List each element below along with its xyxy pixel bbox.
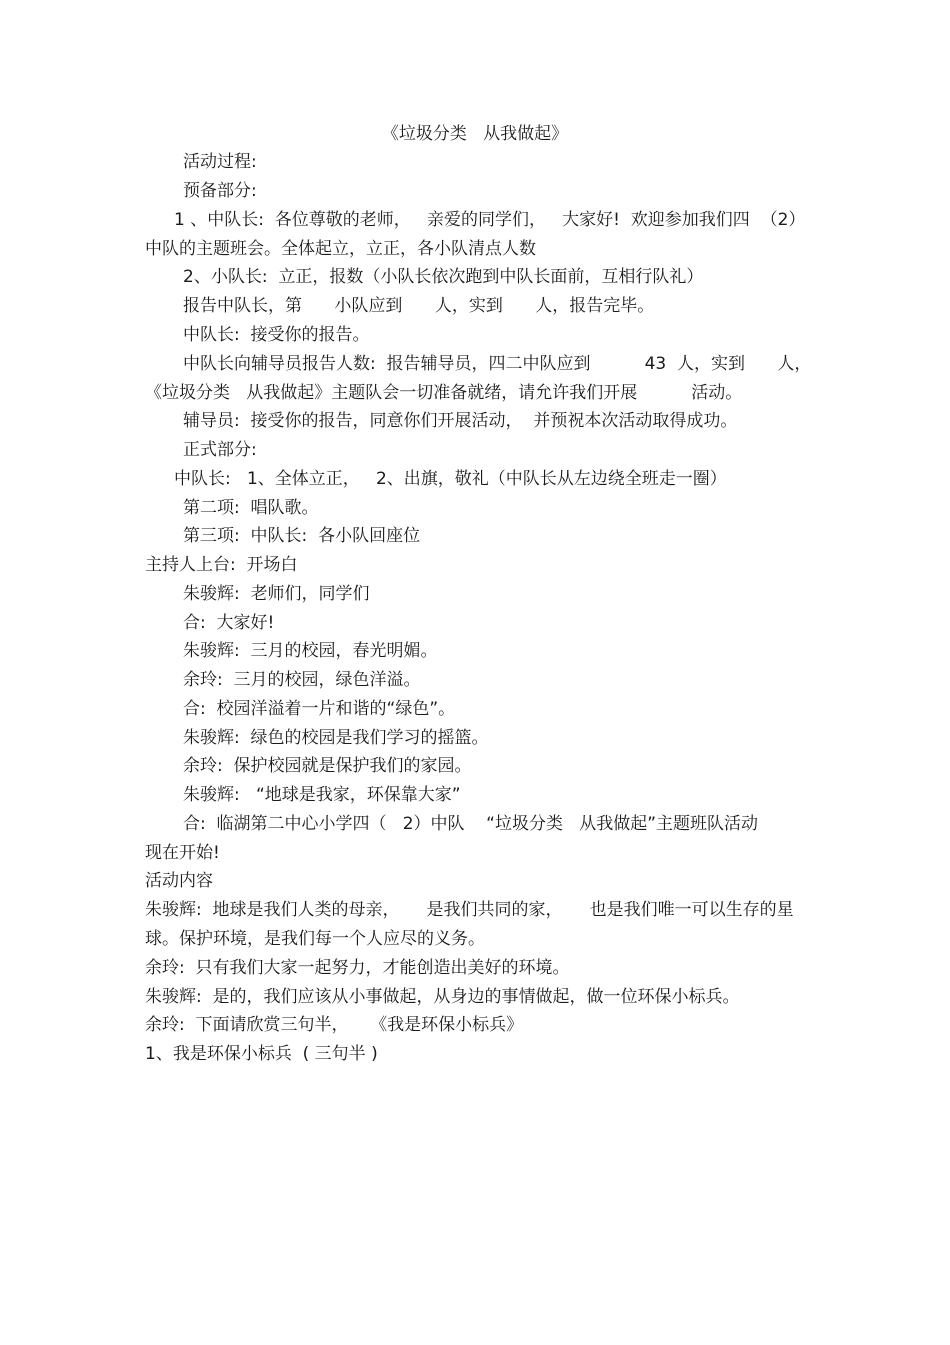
text-line: 2、小队长: 立正，报数（小队长依次跑到中队长面前，互相行队礼） — [183, 267, 704, 287]
text-line: 1 、中队长: 各位尊敬的老师， 亲爱的同学们， 大家好! 欢迎参加我们四 （2） — [174, 210, 806, 230]
text-line: 朱骏辉: “地球是我家，环保靠大家” — [183, 785, 461, 805]
text-line: 球。保护环境，是我们每一个人应尽的义务。 — [145, 929, 485, 949]
text-line: 余玲: 保护校园就是保护我们的家园。 — [183, 756, 472, 776]
text-line: 中队长向辅导员报告人数: 报告辅导员，四二中队应到 43 人，实到 人， — [183, 354, 812, 374]
text-line: 第三项: 中队长: 各小队回座位 — [183, 526, 421, 546]
text-line: 朱骏辉: 是的，我们应该从小事做起，从身边的事情做起，做一位环保小标兵。 — [145, 987, 740, 1007]
text-line: 预备部分: — [183, 181, 257, 201]
text-line: 中队长: 接受你的报告。 — [183, 325, 370, 345]
text-line: 朱骏辉: 三月的校园，春光明媚。 — [183, 641, 438, 661]
section-heading: 活动内容 — [145, 871, 213, 891]
text-line: 余玲: 下面请欣赏三句半， 《我是环保小标兵》 — [145, 1015, 524, 1035]
text-line: 朱骏辉: 老师们，同学们 — [183, 584, 370, 604]
text-line: 合: 校园洋溢着一片和谐的“绿色”。 — [183, 699, 456, 719]
text-line: 余玲: 三月的校园，绿色洋溢。 — [183, 670, 421, 690]
text-line: 朱骏辉: 绿色的校园是我们学习的摇篮。 — [183, 728, 489, 748]
text-line: 现在开始! — [145, 843, 220, 863]
text-line: 余玲: 只有我们大家一起努力，才能创造出美好的环境。 — [145, 958, 570, 978]
text-line: 中队长: 1、全体立正， 2、出旗，敬礼（中队长从左边绕全班走一圈） — [174, 469, 727, 489]
text-line: 中队的主题班会。全体起立，立正，各小队清点人数 — [145, 239, 536, 259]
text-line: 第二项: 唱队歌。 — [183, 498, 319, 518]
text-line: 正式部分: — [183, 440, 257, 460]
text-line: 报告中队长，第 小队应到 人，实到 人，报告完毕。 — [183, 296, 655, 316]
text-line: 合: 大家好! — [183, 613, 275, 633]
text-line: 合: 临湖第二中心小学四（ 2）中队 “垃圾分类 从我做起”主题班队活动 — [183, 814, 759, 834]
text-line: 主持人上台: 开场白 — [145, 555, 298, 575]
text-line: 活动过程: — [183, 152, 257, 172]
text-line: 朱骏辉: 地球是我们人类的母亲， 是我们共同的家， 也是我们唯一可以生存的星 — [145, 900, 794, 920]
text-line: 辅导员: 接受你的报告，同意你们开展活动， 并预祝本次活动取得成功。 — [183, 411, 738, 431]
document-title: 《垃圾分类 从我做起》 — [381, 124, 569, 144]
text-line: 1、我是环保小标兵 ( 三句半 ) — [145, 1044, 378, 1064]
text-line: 《垃圾分类 从我做起》主题队会一切准备就绪，请允许我们开展 活动。 — [145, 383, 743, 403]
